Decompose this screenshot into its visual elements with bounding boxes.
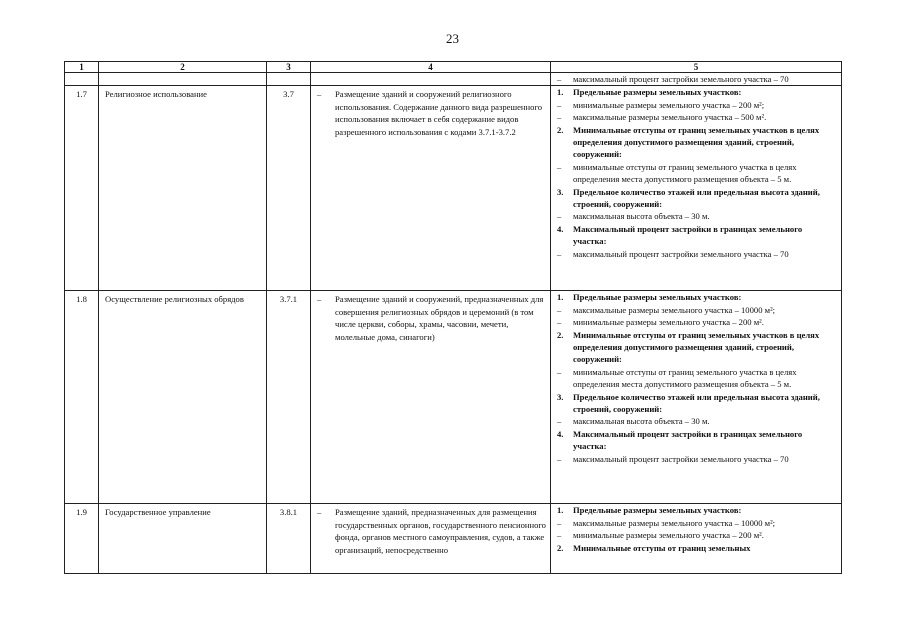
use-type-code: 3.7.1 xyxy=(267,291,311,504)
param-text: Предельные размеры земельных участков: xyxy=(573,292,742,303)
param-heading xyxy=(555,186,837,211)
use-type-code: 3.7 xyxy=(267,86,311,291)
param-marker: – xyxy=(557,161,562,172)
building-parameters xyxy=(551,291,842,504)
description-line xyxy=(315,88,546,138)
param-text: минимальные размеры земельного участка – 200 м². xyxy=(573,317,764,328)
param-marker: 2. xyxy=(557,542,564,553)
param-marker: – xyxy=(557,453,562,464)
param-text: максимальный процент застройки земельного участка – 70 xyxy=(573,248,789,259)
column-header-2: 2 xyxy=(99,62,267,73)
param-text: Минимальные отступы от границ земельных участков в целях определения допустимого размещения зданий, строений, сооружений: xyxy=(573,329,820,365)
description-text: Размещение зданий, предназначенных для размещения государственных органов, государственного пенсионного фонда, органов местного самоуправления, судов, а также организаций, непосредственно xyxy=(335,507,546,555)
description-marker: – xyxy=(317,89,322,100)
table-row xyxy=(65,504,842,574)
param-text: Максимальный процент застройки в границах земельного участка: xyxy=(573,223,803,247)
param-heading xyxy=(555,124,837,161)
param-heading xyxy=(555,391,837,416)
param-line xyxy=(555,517,837,529)
param-line xyxy=(555,529,837,541)
use-type-name: Религиозное использование xyxy=(99,86,267,291)
param-line xyxy=(555,316,837,328)
use-type-description xyxy=(311,86,551,291)
param-line xyxy=(555,73,837,85)
param-marker: 3. xyxy=(557,391,564,402)
param-text: Предельное количество этажей или предельная высота зданий, строений, сооружений: xyxy=(573,186,820,210)
param-marker: 4. xyxy=(557,223,564,234)
param-text: минимальные отступы от границ земельного участка в целях определения места допустимого размещения объекта – 5 м. xyxy=(573,366,797,390)
param-text: Предельные размеры земельных участков: xyxy=(573,505,742,516)
param-heading xyxy=(555,86,837,98)
use-type-description xyxy=(311,291,551,504)
param-text: минимальные размеры земельного участка – 200 м²; xyxy=(573,99,765,110)
param-line xyxy=(555,366,837,391)
param-text: максимальная высота объекта – 30 м. xyxy=(573,416,710,427)
param-line xyxy=(555,161,837,186)
param-heading xyxy=(555,504,837,516)
continuation-params xyxy=(551,73,842,86)
param-text: максимальные размеры земельного участка – 10000 м²; xyxy=(573,304,776,315)
param-marker: – xyxy=(557,416,562,427)
param-line xyxy=(555,415,837,427)
param-marker: – xyxy=(557,211,562,222)
param-text: максимальные размеры земельного участка – 500 м². xyxy=(573,112,767,123)
description-line xyxy=(315,293,546,343)
use-type-description xyxy=(311,504,551,574)
param-text: Предельное количество этажей или предельная высота зданий, строений, сооружений: xyxy=(573,391,820,415)
param-marker: – xyxy=(557,530,562,541)
continuation-row xyxy=(65,73,842,86)
param-line xyxy=(555,210,837,222)
param-text: максимальный процент застройки земельного участка – 70 xyxy=(573,453,789,464)
building-parameters xyxy=(551,504,842,574)
param-marker: – xyxy=(557,366,562,377)
use-type-name: Государственное управление xyxy=(99,504,267,574)
description-marker: – xyxy=(317,507,322,518)
table-row xyxy=(65,86,842,291)
page-number: 23 xyxy=(446,31,459,46)
param-line xyxy=(555,111,837,123)
table-header-row xyxy=(65,62,842,73)
description-text: Размещение зданий и сооружений, предназначенных для совершения религиозных обрядов и церемоний (в том числе церкви, соборы, храмы, часовни, мечети, молельные дома, синагоги) xyxy=(335,294,544,342)
description-marker: – xyxy=(317,294,322,305)
column-header-3: 3 xyxy=(267,62,311,73)
param-text: минимальные отступы от границ земельного участка в целях определения места допустимого размещения объекта – 5 м. xyxy=(573,161,797,185)
param-line xyxy=(555,304,837,316)
param-marker: – xyxy=(557,112,562,123)
param-text: Минимальные отступы от границ земельных участков в целях определения допустимого размещения зданий, строений, сооружений: xyxy=(573,124,820,160)
row-number: 1.9 xyxy=(65,504,99,574)
param-marker: – xyxy=(557,99,562,110)
param-text: Максимальный процент застройки в границах земельного участка: xyxy=(573,428,803,452)
column-header-4: 4 xyxy=(311,62,551,73)
param-marker: – xyxy=(557,304,562,315)
use-type-name: Осуществление религиозных обрядов xyxy=(99,291,267,504)
param-heading xyxy=(555,428,837,453)
param-heading xyxy=(555,329,837,366)
param-marker: – xyxy=(557,248,562,259)
building-parameters xyxy=(551,86,842,291)
param-marker: 1. xyxy=(557,87,564,98)
param-text: максимальный процент застройки земельного участка – 70 xyxy=(573,74,789,84)
row-number: 1.8 xyxy=(65,291,99,504)
param-text: максимальные размеры земельного участка – 10000 м²; xyxy=(573,517,776,528)
param-text: Предельные размеры земельных участков: xyxy=(573,87,742,98)
param-text: максимальная высота объекта – 30 м. xyxy=(573,211,710,222)
param-marker: 2. xyxy=(557,329,564,340)
param-marker: – xyxy=(557,517,562,528)
row-number: 1.7 xyxy=(65,86,99,291)
param-heading xyxy=(555,542,837,554)
use-type-code: 3.8.1 xyxy=(267,504,311,574)
description-text: Размещение зданий и сооружений религиозного использования. Содержание данного вида разрешенного использования включает в себя содержание видов разрешенного использования с кодами 3.7.1-3.7.2 xyxy=(335,89,543,137)
param-heading xyxy=(555,291,837,303)
param-line xyxy=(555,248,837,260)
table-row xyxy=(65,291,842,504)
column-header-1: 1 xyxy=(65,62,99,73)
param-text: минимальные размеры земельного участка – 200 м². xyxy=(573,530,764,541)
param-marker: 3. xyxy=(557,186,564,197)
param-marker: 2. xyxy=(557,124,564,135)
table-body xyxy=(65,86,842,574)
param-marker: 1. xyxy=(557,505,564,516)
param-marker: 1. xyxy=(557,292,564,303)
param-line xyxy=(555,453,837,465)
param-text: Минимальные отступы от границ земельных xyxy=(573,542,751,553)
column-header-5: 5 xyxy=(551,62,842,73)
param-heading xyxy=(555,223,837,248)
description-line xyxy=(315,506,546,556)
param-line xyxy=(555,99,837,111)
param-marker: – xyxy=(557,74,562,84)
param-marker: – xyxy=(557,317,562,328)
param-marker: 4. xyxy=(557,428,564,439)
land-use-regulations-table xyxy=(64,61,842,574)
